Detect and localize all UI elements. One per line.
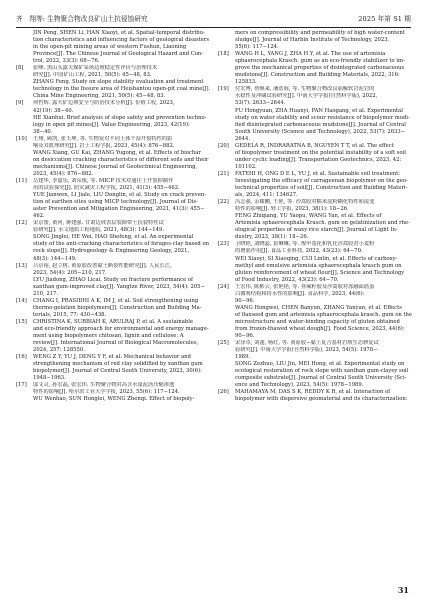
reference-line: in the open-pit mining areas of western Fushun, Liaoning — [33, 44, 187, 51]
reference-line: of flaxseed gum and artemisia sphaerocephala krasch. gum on the — [235, 311, 413, 318]
reference-line: 125833. — [235, 79, 257, 86]
reference-line: 宋京蕾, 黄河, 蒋建强. 甘肃边坡表层裂隙带土抗裂特性试 — [33, 220, 164, 227]
reference-text — [33, 220, 209, 262]
reference-line: study of the anti-cracking characteristics of forages-clay based on — [33, 241, 210, 248]
header-rule — [16, 27, 411, 28]
reference-line: China Mine Engineering, 2021, 50(5): 45−48, 83. — [33, 93, 166, 100]
reference-line: WEI Xiaoyi, SI Xiaoqing, CUI Linlin, et al. Effects of carboxy- — [235, 255, 398, 262]
reference-number: [9] — [16, 100, 24, 107]
reference-line: 2024, 257: 128550. — [33, 347, 85, 354]
reference-line: 何哲辉. 露天矿边坡安全与防治技术分析[J]. 价值工程, 2023, — [33, 100, 175, 107]
reference-text — [235, 284, 412, 340]
reference-line: methyl and emulsive artemisia sphaerocephala krasch gum on — [235, 262, 402, 269]
reference-text — [33, 354, 209, 382]
reference-line: tion characteristics and influencing factors of geological disasters — [33, 37, 210, 44]
reference-line: 研究[J]. 中国矿山工程, 2021, 50(5): 45−48, 83. — [33, 72, 152, 79]
reference-line: ZHANG Feng. Study on slope stability evaluation and treatment — [33, 79, 204, 86]
reference-text — [33, 65, 210, 100]
reference-line: 吕京裕, 赵立树. 黄原胶改善黏土断裂性能研究[J]. 人民长江, — [33, 262, 172, 269]
reference-text — [33, 298, 209, 319]
reference-line: Province[J]. The Chinese Journal of Geological Hazard and Con- — [33, 51, 204, 58]
reference-line: ecological restoration of rock slope with xanthan gum-clayey soil — [235, 368, 409, 375]
reference-entry — [218, 241, 411, 283]
reference-line: microstructure and water-binding capacity of gluten obtained — [235, 318, 400, 325]
reference-line: prove the mechanical properties of disintegrated carbonaceous — [235, 65, 405, 72]
reference-entry — [218, 171, 411, 199]
reference-entry — [16, 263, 209, 298]
reference-number: [25] — [218, 340, 229, 347]
reference-line: 冯志强, 余耀鹏, 王艳, 等. 沙蒿胶对糯米淀粉糊化特性和流变 — [235, 199, 375, 206]
reference-line: logy in open pit mines[J]. Value Engineering, 2023, 42(19): — [33, 121, 190, 128]
reference-line: of biopolymer treatment on the potential instability of a soft soil — [235, 149, 406, 156]
reference-number — [218, 30, 235, 51]
running-header-left: 齐 翔等: 生物聚合物改良矿山土抗侵蚀研究 — [16, 15, 148, 23]
reference-line: HE Xianhui. Brief analysis of slope safety and prevention techno- — [33, 114, 207, 121]
reference-entry — [218, 199, 411, 241]
reference-text — [235, 30, 411, 51]
reference-line: 2644. — [235, 135, 251, 142]
reference-line: 53(7): 2633−2644. — [235, 100, 286, 107]
reference-line: WU Wenhao, SUN Honglei, WENG Zhenqi. Effect of biopoly- — [33, 396, 195, 403]
reference-line: thermo-gelation biopolymers[J]. Construction and Building Ma- — [33, 304, 202, 311]
reference-line: gluten reinforcement of wheat flour[J]. Science and Technology — [235, 269, 405, 276]
reference-text — [33, 319, 209, 354]
reference-line: FENG Zhiqiang, YU Yaopu, WANG Yan, et al. Effects of — [235, 213, 382, 220]
reference-line: CHANG I, PRASIDHI A K, IM J, et al. Soil strengthening using — [33, 297, 199, 304]
reference-text — [33, 263, 209, 298]
reference-line: from frozen-thawed wheat dough[J]. Food Science, 2023, 44(6): — [235, 325, 405, 332]
reference-line: 白微观结构和持水性的影响[J]. 食品科学, 2023, 44(6): — [235, 290, 365, 297]
reference-line: 1948−1963. — [33, 375, 66, 382]
reference-line: 90−96. — [235, 333, 255, 340]
reference-line: 的增筋作用[J]. 食品工业科技, 2022, 43(23): 64−70. — [235, 248, 363, 255]
reference-line: 48(3): 144−149. — [33, 255, 77, 262]
reference-text — [235, 171, 411, 199]
reference-number: [10] — [16, 135, 27, 142]
reference-line: Investigating the efficacy of carrageenan biopolymer on the geo- — [235, 177, 408, 184]
reference-line: 邬文灵, 孙宏磊, 张宏伟. 生物聚合物对高含水量泥沥压缩渗透 — [33, 382, 175, 389]
reference-line: composite substrate[J]. Journal of Central South University (Sci- — [235, 375, 407, 382]
reference-line: als, 2024, 411: 134627. — [235, 192, 298, 199]
reference-line: ence and Technology), 2023, 54(5): 1978−1989. — [235, 382, 364, 389]
reference-number: [17] — [16, 382, 27, 389]
reference-line: FU Hongyuan, ZHA Huanyi, PAN Haogang, et al. Experimental — [235, 107, 403, 114]
reference-entry — [218, 389, 411, 403]
reference-entry — [16, 319, 209, 354]
reference-line: WANG Xiang, GU Kai, ZHANG Yugong, et al. Effects of biochar — [33, 149, 201, 156]
reference-line: strengthening mechanism of red clay solidified by xanthan gum — [33, 361, 203, 368]
reference-text — [235, 143, 411, 171]
reference-entry — [218, 30, 411, 51]
reference-number: [13] — [16, 262, 27, 269]
reference-line: mudstone[J]. Construction and Building Materials, 2022, 316: — [235, 72, 400, 79]
reference-line: xanthan gum-improved clay[J]. Yangtze River, 2023, 54(4): 205− — [33, 283, 205, 290]
reference-line: study on water stability and scour resistance of biopolymer modi- — [235, 114, 410, 121]
reference-entry — [16, 220, 209, 262]
reference-entry — [218, 284, 411, 340]
reference-line: technical properties of soil[J]. Construction and Building Materi- — [235, 185, 408, 192]
reference-line: CHRISTINA K, SUBBIAH K, ARULRAJ P, et al. A sustainable — [33, 318, 194, 325]
reference-line: WANG H L, YANG J, ZHA H Y, et al. The use of artemisia — [235, 51, 386, 58]
reference-text — [33, 100, 209, 135]
reference-line: JIN Peng, SHEN Li, HAN Xiaoyi, et al. Spatial-temporal distribu- — [33, 30, 205, 36]
reference-text — [33, 178, 209, 220]
reference-entry — [218, 143, 411, 171]
reference-line: LYU Jiadong, ZHAO Licai. Study on fracture performance of — [33, 276, 193, 283]
reference-text — [235, 86, 411, 142]
reference-number: [12] — [16, 220, 27, 227]
reference-number: [14] — [16, 297, 27, 304]
reference-line: MAHAMAYA M, DAS S K, REDDY K R, et al. Interaction of — [235, 389, 391, 396]
reference-line: biopolymer[J]. Journal of Central South University, 2023, 30(6): — [33, 368, 202, 375]
reference-line: ological properties of waxy rice starch[J]. Journal of Light In- — [235, 227, 398, 234]
page-number: 31 — [397, 585, 409, 595]
reference-line: 验研究[J]. 中南大学学报(自然科学版), 2023, 54(5): 1978− — [235, 347, 378, 354]
reference-line: FATEHI H, ONG D E L, YU J, et al. Sustainable soil treatment: — [235, 170, 401, 177]
reference-entry — [218, 86, 411, 142]
reference-entry — [16, 136, 209, 178]
reference-line: GEDELA R, INDRARATNA B, NGUYEN T T, et al. The effect — [235, 142, 394, 149]
reference-number — [16, 30, 33, 65]
reference-line: 验研究[J]. 水文地质工程地质, 2021, 48(3): 144−149. — [33, 227, 164, 234]
reference-line: biopolymer with dispersive geomaterial and its characterization: — [235, 396, 408, 403]
reference-line: under cyclic loading[J]. Transportation Geotechnics, 2023, 42: — [235, 156, 402, 163]
reference-line: 张峰. 黑山头露天煤矿采场边坡稳定性评价与治理技术 — [33, 65, 158, 72]
reference-line: trol, 2022, 33(3): 68−76. — [33, 58, 100, 65]
reference-line: South University (Science and Technology), 2022, 53(7): 2633− — [235, 128, 406, 135]
reference-line: 55(6): 117−124. — [235, 44, 279, 51]
reference-entry — [16, 354, 209, 382]
reference-line: 水稳性及冲刷试验研究[J]. 中南大学学报(自然科学版), 2022, — [235, 93, 378, 100]
reference-line: dustry, 2023, 38(1): 18−26. — [235, 234, 309, 241]
reference-line: 90−96. — [235, 297, 255, 304]
reference-line: review[J]. International Journal of Biological Macromolecules, — [33, 340, 199, 347]
reference-line: aster Prevention and Mitigation Engineering, 2021, 41(3): 455− — [33, 206, 205, 213]
reference-number: [15] — [16, 318, 27, 325]
reference-number: [16] — [16, 354, 27, 361]
reference-text — [33, 382, 209, 403]
reference-line: mers on compressibility and permeability of high water-content — [235, 30, 405, 36]
reference-text — [33, 30, 209, 65]
reference-line: SONG Zezhuo, LIU Jin, MEI Hong, et al. Experimental study on — [235, 361, 405, 368]
reference-line: 特性的影响[J]. 轻工学报, 2023, 38(1): 18−26. — [235, 206, 349, 213]
running-header-right: 2025 年第 S1 期 — [358, 15, 411, 23]
reference-number: [24] — [218, 283, 229, 290]
reference-line: sphaerocephala Krasch. gum as an eco-friendly stabilizer to im- — [235, 58, 405, 65]
reference-line: 宋泽卓, 刘蓬, 杨红, 等. 黄原胶−黏土复合基材岩坡生态修复试 — [235, 340, 379, 347]
running-header — [16, 11, 411, 25]
reference-text — [33, 136, 209, 178]
reference-text — [235, 389, 411, 403]
reference-line: 210, 217. — [33, 290, 59, 297]
reference-number: [26] — [218, 389, 229, 396]
reference-line: 付宏博, 詹焕来, 潘浩海, 等. 生物聚合物改良崩解软岩泥岩的 — [235, 86, 375, 93]
reference-column-left — [16, 30, 209, 403]
reference-number: [18] — [218, 51, 229, 58]
reference-number: [11] — [16, 177, 27, 184]
reference-text — [235, 340, 411, 389]
reference-line: tion of earthen sites using MICP technology[J]. Journal of Dis- — [33, 199, 198, 206]
reference-entry — [16, 30, 209, 65]
reference-line: 用的试验探究[J]. 防灾减灾工程学报, 2021, 41(3): 455−462. — [33, 185, 180, 192]
reference-line: 响及其机理研究[J]. 岩土工程学报, 2023, 45(4): 876−882. — [33, 142, 175, 149]
reference-line: 王宏伟, 陈彬云, 张艳艳, 等. 亚麻籽胶及沙蒿胶对冻融面筋蛋 — [235, 283, 375, 290]
reference-entry — [218, 51, 411, 86]
reference-number: [21] — [218, 170, 229, 177]
reference-entry — [16, 178, 209, 220]
reference-line: 特性的影响[J]. 哈尔滨工业大学学报, 2023, 55(6): 117−124. — [33, 389, 180, 396]
reference-column-right — [218, 30, 411, 403]
reference-number: [22] — [218, 199, 229, 206]
reference-line: WANG Hongwei, CHEN Banyun, ZHANG Yanyan, et al. Effects — [235, 304, 402, 311]
reference-line: ment using biopolymers chitosan, lignin and cellulose: A — [33, 333, 184, 340]
reference-line: rock slope[J]. Hydrogeology & Engineering Geology, 2021, — [33, 248, 190, 255]
reference-line: on desiccation cracking characteristics of different soils and their — [33, 156, 209, 163]
reference-entry — [16, 298, 209, 319]
reference-line: of Food Industry, 2022, 43(23): 64−70. — [235, 276, 339, 283]
reference-line: terials, 2015, 77: 430−438. — [33, 311, 107, 318]
reference-line: fied disintegrated carbonaceous mudstone[J]. Journal of Central — [235, 121, 406, 128]
reference-line: 王翔, 顾凯, 张玉坤, 等. 生物炭对不同土体干湿开裂特性的影 — [33, 135, 173, 142]
reference-entry — [16, 100, 209, 135]
reference-line: 101102. — [235, 163, 257, 170]
reference-text — [235, 51, 411, 86]
reference-number: [8] — [16, 65, 24, 72]
reference-line: and eco-friendly approach for environmental and energy manage- — [33, 325, 209, 332]
reference-line: 38−40. — [33, 128, 53, 135]
reference-line: technology in the fissure area of Heishantou open-pit coal mine[J]. — [33, 86, 211, 93]
reference-line: 1989. — [235, 354, 251, 361]
reference-number: [23] — [218, 241, 229, 248]
reference-line: 2023, 54(4): 205−210, 217. — [33, 269, 107, 276]
reference-line: WENG Z Y, YU J, DENG Y F, et al. Mechanical behavior and — [33, 354, 191, 361]
reference-line: 462. — [33, 213, 45, 220]
reference-entry — [16, 65, 209, 100]
reference-line: Artemisia sphaerocephala Krasch. gum on gelatinization and rhe- — [235, 220, 410, 227]
reference-number: [20] — [218, 142, 229, 149]
reference-line: 岳建华, 李嘉乐, 刘东俊, 等. MICP 技术对通往土开裂抑制作 — [33, 177, 174, 184]
reference-line: sludge[J]. Journal of Harbin Institute of Technology, 2023, — [235, 37, 390, 44]
reference-entry — [218, 340, 411, 389]
reference-text — [235, 241, 411, 283]
reference-line: YUE Jianwen, LI Jiale, LIU Donglin, et al. Study on crack preven- — [33, 192, 207, 199]
reference-entry — [16, 382, 209, 403]
reference-line: 卫晓艳, 刘晓蕊, 崔琳琳, 等. 羧甲基化和乳化沙蒿胶对小麦粉 — [235, 241, 375, 248]
reference-number: [19] — [218, 86, 229, 93]
reference-text — [235, 199, 411, 241]
reference-line: mechanisms[J]. Chinese Journal of Geotechnical Engineering, — [33, 163, 198, 170]
reference-line: 42(19): 38−40. — [33, 107, 74, 114]
reference-line: SONG Jinglei, HE Wei, HAO Shefeng, et al. An experimental — [33, 234, 194, 241]
reference-line: 2023, 45(4): 876−882. — [33, 170, 94, 177]
